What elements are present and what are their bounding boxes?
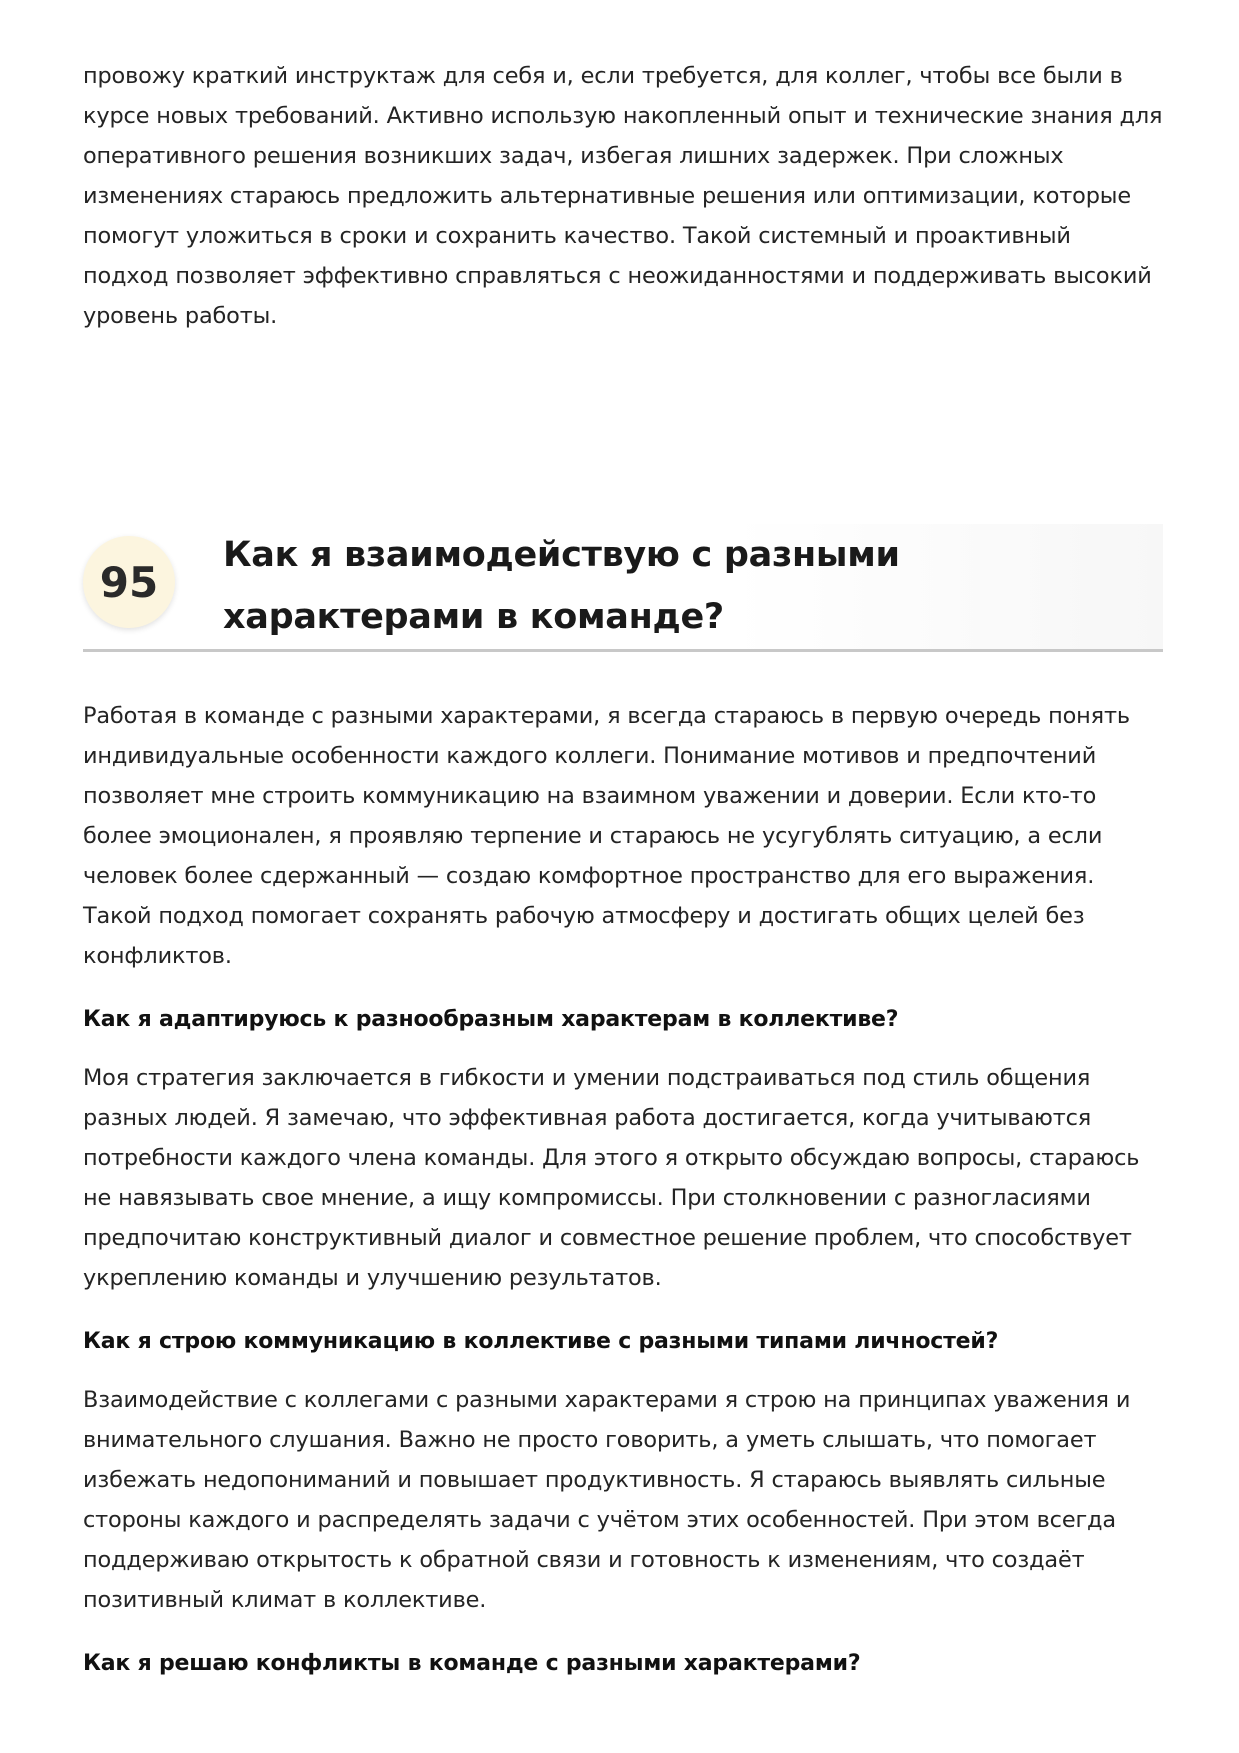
subsection-heading-conflicts: Как я решаю конфликты в команде с разными характерами? xyxy=(83,1651,861,1676)
subsection-heading-adapt: Как я адаптируюсь к разнообразным характерам в коллективе? xyxy=(83,1007,899,1032)
section-title: Как я взаимодействую с разными характерами в команде? xyxy=(223,535,900,637)
intro-paragraph: провожу краткий инструктаж для себя и, если требуется, для коллег, чтобы все были в курсе новых требований. Активно использую накопленный опыт и технические знания для оперативного решения возникших задач, избегая лишних задержек. При сложных изменениях стараюсь предложить альтернативные решения или оптимизации, которые помогут уложиться в сроки и сохранить качество. Такой системный и проактивный подход позволяет эффективно справляться с неожиданностями и поддерживать высокий уровень работы. xyxy=(83,63,1163,329)
subsection-text-communication: Взаимодействие с коллегами с разными характерами я строю на принципах уважения и внимательного слушания. Важно не просто говорить, а уметь слышать, что помогает избежать недопониманий и повышает продуктивность. Я стараюсь выявлять сильные стороны каждого и распределять задачи с учётом этих особенностей. При этом всегда поддерживаю открытость к обратной связи и готовность к изменениям, что создаёт позитивный климат в коллективе. xyxy=(83,1387,1131,1613)
section-header xyxy=(83,524,1163,652)
lead-paragraph: Работая в команде с разными характерами, я всегда стараюсь в первую очередь понять индивидуальные особенности каждого коллеги. Понимание мотивов и предпочтений позволяет мне строить коммуникацию на взаимном уважении и доверии. Если кто-то более эмоционален, я проявляю терпение и стараюсь не усугублять ситуацию, а если человек более сдержанный — создаю комфортное пространство для его выражения. Такой подход помогает сохранять рабочую атмосферу и достигать общих целей без конфликтов. xyxy=(83,703,1130,969)
section-number-badge: 95 xyxy=(83,536,175,628)
subsection-text-adapt: Моя стратегия заключается в гибкости и умении подстраиваться под стиль общения разных людей. Я замечаю, что эффективная работа достигается, когда учитываются потребности каждого члена команды. Для этого я открыто обсуждаю вопросы, стараюсь не навязывать свое мнение, а ищу компромиссы. При столкновении с разногласиями предпочитаю конструктивный диалог и совместное решение проблем, что способствует укреплению команды и улучшению результатов. xyxy=(83,1065,1140,1291)
document-page xyxy=(83,56,1163,1702)
subsection-heading-communication: Как я строю коммуникацию в коллективе с разными типами личностей? xyxy=(83,1329,999,1354)
section-body xyxy=(83,696,1163,1680)
